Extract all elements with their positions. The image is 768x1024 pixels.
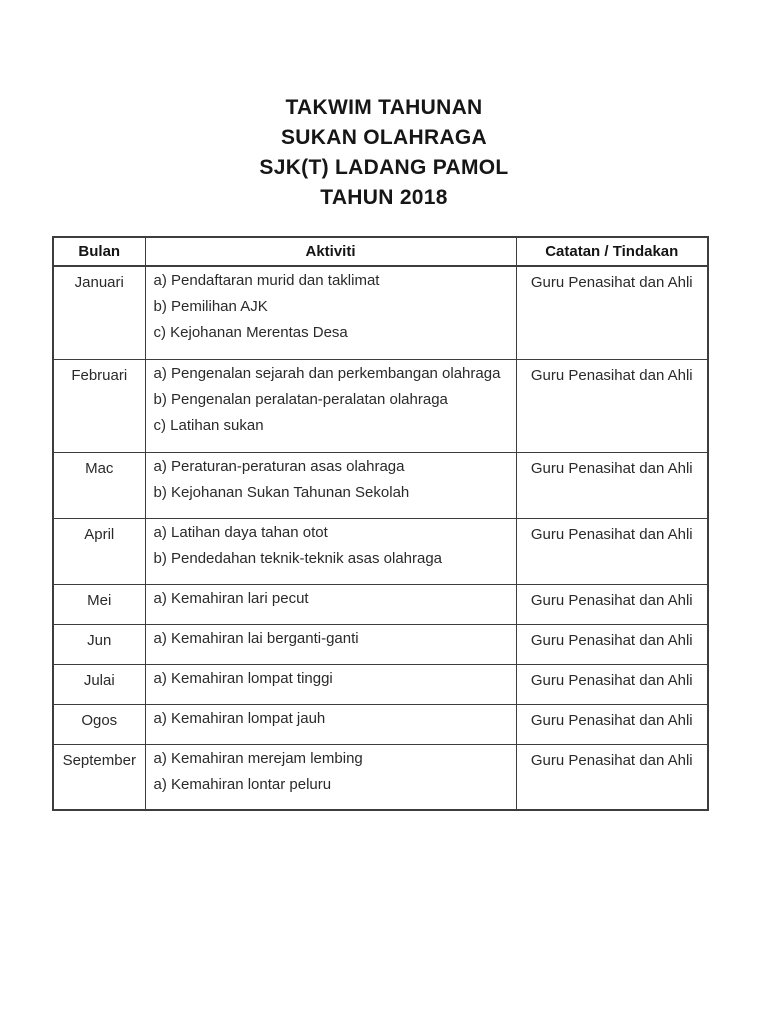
note-cell: Guru Penasihat dan Ahli (516, 518, 708, 584)
title-line-3: SJK(T) LADANG PAMOL (259, 156, 509, 179)
column-header-catatan-tindakan: Catatan / Tindakan (516, 237, 708, 266)
activity-item: a) Peraturan-peraturan asas olahraga (153, 457, 405, 475)
month-cell: Ogos (53, 704, 145, 744)
activity-item: a) Kemahiran merejam lembing (153, 749, 363, 767)
title-line-1: TAKWIM TAHUNAN (285, 96, 483, 119)
activity-item: b) Pemilihan AJK (153, 298, 268, 315)
note-cell: Guru Penasihat dan Ahli (516, 266, 708, 359)
note-cell: Guru Penasihat dan Ahli (516, 359, 708, 452)
table-row-mei (53, 584, 708, 624)
note-cell: Guru Penasihat dan Ahli (516, 704, 708, 744)
activities-cell (145, 704, 516, 744)
month-cell: Februari (53, 359, 145, 452)
table-header-row (53, 237, 708, 266)
month-cell: Mei (53, 584, 145, 624)
table-row-januari (53, 266, 708, 359)
activity-item: b) Pendedahan teknik-teknik asas olahraga (153, 549, 443, 567)
activities-cell (145, 624, 516, 664)
activity-item: c) Kejohanan Merentas Desa (153, 324, 348, 341)
activities-cell (145, 452, 516, 518)
month-cell: Mac (53, 452, 145, 518)
note-cell: Guru Penasihat dan Ahli (516, 624, 708, 664)
month-cell: Januari (53, 266, 145, 359)
document-title (0, 0, 768, 213)
month-cell: Julai (53, 664, 145, 704)
activity-item: c) Latihan sukan (153, 416, 264, 434)
table-row-mac (53, 452, 708, 518)
table-row-julai (53, 664, 708, 704)
activities-cell (145, 359, 516, 452)
month-cell: Jun (53, 624, 145, 664)
activity-item: a) Pengenalan sejarah dan perkembangan olahraga (153, 364, 501, 382)
activities-cell (145, 584, 516, 624)
activity-item: a) Kemahiran lompat jauh (153, 709, 326, 727)
title-line-2: SUKAN OLAHRAGA (280, 126, 488, 149)
month-cell: April (53, 518, 145, 584)
activity-item: a) Kemahiran lontar peluru (153, 775, 332, 793)
month-cell: September (53, 744, 145, 810)
table-row-februari (53, 359, 708, 452)
note-cell: Guru Penasihat dan Ahli (516, 664, 708, 704)
activity-item: b) Kejohanan Sukan Tahunan Sekolah (153, 483, 410, 501)
table-row-jun (53, 624, 708, 664)
column-header-bulan: Bulan (53, 237, 145, 266)
activity-item: a) Pendaftaran murid dan taklimat (153, 272, 380, 289)
note-cell: Guru Penasihat dan Ahli (516, 744, 708, 810)
activities-cell (145, 744, 516, 810)
activities-cell (145, 518, 516, 584)
title-line-4: TAHUN 2018 (320, 186, 448, 209)
note-cell: Guru Penasihat dan Ahli (516, 452, 708, 518)
activities-cell (145, 266, 516, 359)
column-header-aktiviti: Aktiviti (145, 237, 516, 266)
table-row-september (53, 744, 708, 810)
activity-item: a) Kemahiran lari pecut (153, 589, 309, 607)
activity-item: a) Kemahiran lompat tinggi (153, 669, 333, 687)
annual-schedule-table (52, 236, 709, 811)
activity-item: b) Pengenalan peralatan-peralatan olahraga (153, 390, 448, 408)
table-row-april (53, 518, 708, 584)
activity-item: a) Kemahiran lai berganti-ganti (153, 629, 359, 647)
activities-cell (145, 664, 516, 704)
note-cell: Guru Penasihat dan Ahli (516, 584, 708, 624)
activity-item: a) Latihan daya tahan otot (153, 523, 328, 541)
table-row-ogos (53, 704, 708, 744)
